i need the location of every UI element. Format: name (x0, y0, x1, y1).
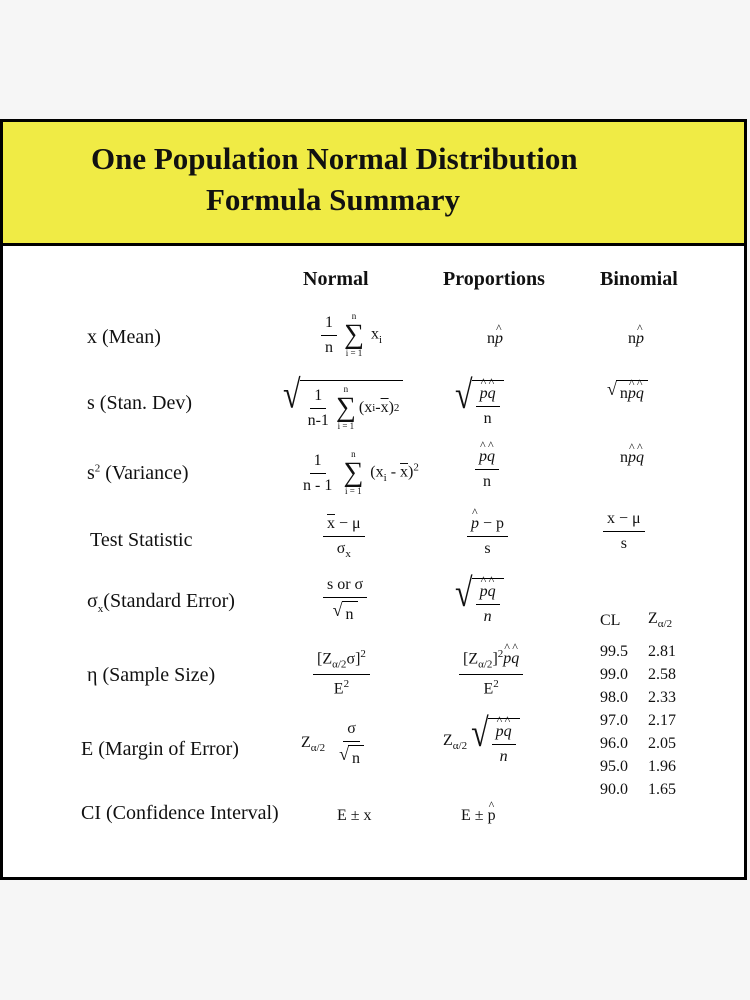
z-table-row: 97.0 2.17 (600, 711, 676, 729)
row-label-std-dev: s (Stan. Dev) (87, 392, 192, 414)
std-error-normal-formula: s or σ √ n (323, 576, 367, 623)
z-table-row: 99.0 2.58 (600, 665, 676, 683)
row-label-margin-of-error: E (Margin of Error) (81, 738, 239, 760)
column-header-binomial: Binomial (600, 268, 678, 290)
z-table-header: CL $Z_{\alpha/2}$ (600, 610, 673, 631)
ci-normal-formula: E ± x (337, 807, 372, 824)
test-stat-normal-formula: $\frac{\overline{x} - \mu}{\sigma_x}$ (323, 515, 365, 560)
summation-icon: n ∑ i = 1 (343, 449, 364, 496)
sqrt-icon: √ (607, 379, 617, 399)
z-table-row: 99.5 2.81 (600, 642, 676, 660)
variance-binomial-formula: n^ p^ q (620, 449, 644, 467)
z-table-row: 96.0 2.05 (600, 734, 676, 752)
test-stat-binomial-formula: $\frac{x - \mu}{s}$ (603, 510, 645, 552)
row-label-variance: $s^2$ (Variance) (87, 462, 189, 484)
mean-proportions-formula: n^ p (487, 330, 503, 348)
sqrt-icon: √ (339, 743, 349, 764)
summation-icon: n ∑ i = 1 (335, 384, 356, 431)
variance-proportions-formula: ^ $\frac{p\^{} q}{n}$ (475, 448, 499, 490)
column-header-normal: Normal (303, 268, 369, 290)
mean-normal-formula: $\frac{1}{n}$ n ∑ i = 1 $x_i$ (321, 312, 382, 358)
test-stat-proportions-formula: ^ $\frac{p - p}{s}$ (467, 515, 508, 557)
title-line-1: One Population Normal Distribution (91, 141, 578, 176)
title-banner (3, 122, 744, 246)
title-line-2: Formula Summary (206, 182, 461, 217)
z-table (600, 609, 676, 801)
z-table-row: 98.0 2.33 (600, 688, 676, 706)
sqrt-icon: √ (455, 569, 473, 615)
sqrt-icon: √ (471, 709, 489, 755)
row-label-standard-error: $\sigma_x(Standard$ Error) (87, 590, 235, 615)
sqrt-icon: √ (455, 371, 473, 417)
row-label-sample-size: η (Sample Size) (87, 664, 216, 686)
sqrt-icon: √ (332, 599, 343, 620)
sqrt-icon: √ (283, 371, 301, 417)
z-table-row: 95.0 1.96 (600, 757, 676, 775)
margin-error-normal-formula: $Z_{\alpha/2}$ σ √ n (301, 720, 368, 767)
std-error-proportions-formula: √ ^ $\frac{p\^{} q}{n}$ (455, 578, 504, 625)
sample-size-normal-formula: $\frac{[Z_{\alpha/2}\sigma]^2}{E^2}$ (313, 648, 370, 698)
z-table-row: 90.0 1.65 (600, 780, 676, 798)
formula-card (0, 119, 747, 880)
column-header-proportions: Proportions (443, 268, 545, 290)
stddev-normal-formula: √ $\frac{1}{n-1}$ n ∑ i = 1 (x i - $\overline{x}$ ) 2 (283, 380, 403, 431)
row-label-test-statistic: Test Statistic (90, 529, 193, 551)
mean-binomial-formula: n^ p (628, 330, 644, 348)
sample-size-proportions-formula: $\frac{[Z_{\alpha/2}]^2\^{} p\^{} q}{E^2}$ (459, 648, 523, 698)
variance-normal-formula: $\frac{1}{n - 1}$ n ∑ i = 1 $(x_i - \overline{x})^2$ (303, 449, 419, 496)
margin-error-proportions-formula: $Z_{\alpha/2}$ √ ^ $\frac{p\^{} q}{n}$ (443, 718, 520, 765)
stddev-proportions-formula: √ ^ $\frac{p\^{} q}{n}$ (455, 380, 504, 427)
row-label-confidence-interval: CI (Confidence Interval) (81, 802, 279, 824)
ci-proportions-formula: E ± ^ p (461, 807, 496, 825)
stddev-binomial-formula: √ n ^ p ^ q (607, 380, 648, 403)
summation-icon: n ∑ i = 1 (344, 311, 364, 358)
row-label-mean: x (Mean) (87, 326, 161, 348)
